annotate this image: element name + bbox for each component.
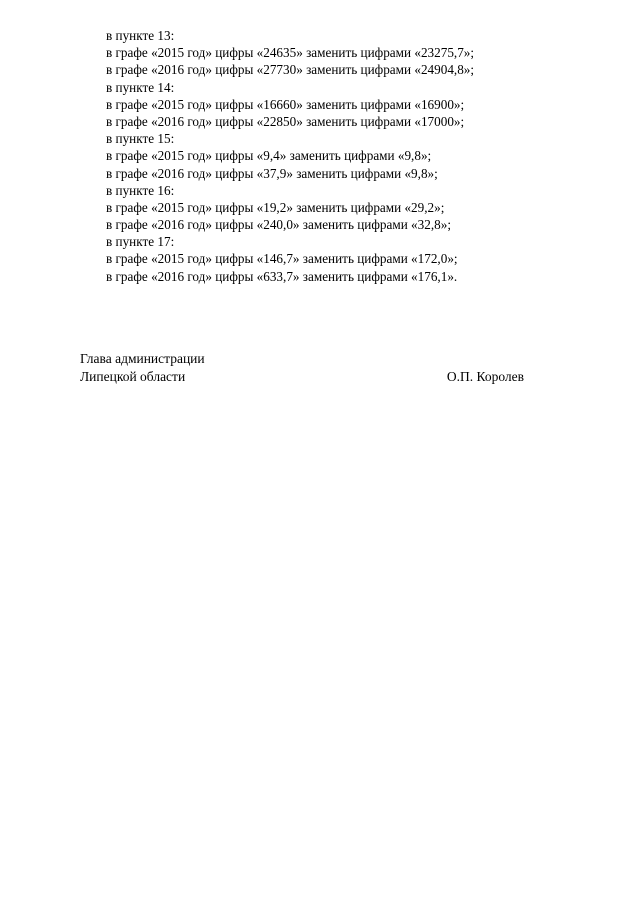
amendment-line: в графе «2016 год» цифры «633,7» заменить цифрами «176,1». bbox=[106, 268, 458, 284]
amendment-line: в графе «2016 год» цифры «37,9» заменить цифрами «9,8»; bbox=[106, 165, 438, 181]
amendment-line: в графе «2016 год» цифры «27730» заменить цифрами «24904,8»; bbox=[106, 62, 475, 78]
amendment-line: в графе «2015 год» цифры «146,7» заменить цифрами «172,0»; bbox=[106, 251, 458, 267]
amendment-line: в графе «2015 год» цифры «9,4» заменить цифрами «9,8»; bbox=[106, 148, 432, 164]
amendment-line: в пункте 13: bbox=[106, 28, 175, 43]
amendment-line: в графе «2015 год» цифры «16660» заменить цифрами «16900»; bbox=[106, 96, 465, 112]
amendments-list bbox=[106, 27, 606, 285]
amendment-line: в графе «2016 год» цифры «22850» заменить цифрами «17000»; bbox=[106, 113, 465, 129]
amendment-line: в пункте 14: bbox=[106, 79, 175, 95]
signature-block bbox=[80, 350, 524, 385]
amendment-line: в пункте 15: bbox=[106, 131, 175, 147]
amendment-line: в графе «2015 год» цифры «19,2» заменить цифрами «29,2»; bbox=[106, 199, 445, 215]
amendment-line: в пункте 16: bbox=[106, 182, 175, 198]
amendment-line: в графе «2015 год» цифры «24635» заменить цифрами «23275,7»; bbox=[106, 45, 475, 61]
amendment-line: в графе «2016 год» цифры «240,0» заменить цифрами «32,8»; bbox=[106, 217, 451, 233]
signature-row bbox=[80, 368, 524, 386]
signer-position-line-2: Липецкой области bbox=[80, 368, 186, 384]
signer-position-line-1: Глава администрации bbox=[80, 351, 205, 366]
signer-name: О.П. Королев bbox=[446, 368, 524, 384]
amendment-line: в пункте 17: bbox=[106, 234, 175, 250]
